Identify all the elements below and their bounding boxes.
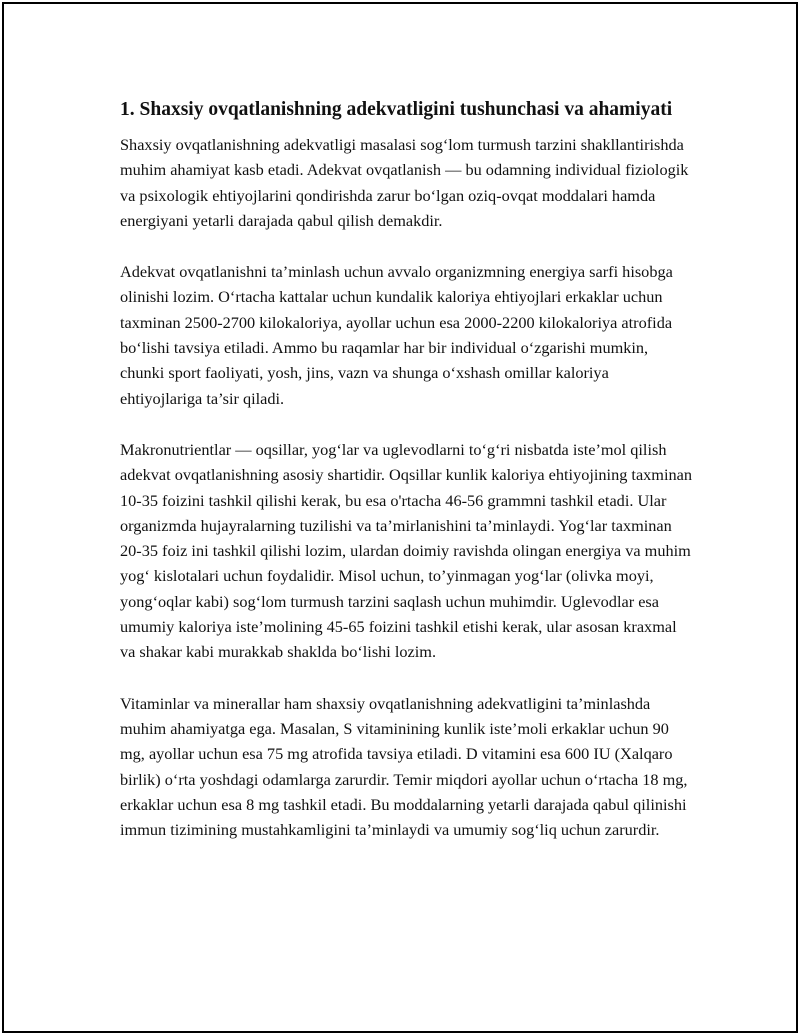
- paragraph-vitamins: Vitaminlar va minerallar ham shaxsiy ovqatlanishning adekvatligini ta’minlashda muhim ahamiyatga ega. Masalan, S vitaminining kunlik iste’moli erkaklar uchun 90 mg, ayollar uchun esa 75 mg atrofida tavsiya etiladi. D vitamini esa 600 IU (Xalqaro birlik) o‘rta yoshdagi odamlarga zarurdir. Temir miqdori ayollar uchun o‘rtacha 18 mg, erkaklar uchun esa 8 mg tashkil etadi. Bu moddalarning yetarli darajada qabul qilinishi immun tizimining mustahkamligini ta’minlaydi va umumiy sog‘liq uchun zarurdir.: [120, 693, 688, 840]
- paragraph-energy: Adekvat ovqatlanishni ta’minlash uchun avvalo organizmning energiya sarfi hisobga olinishi lozim. O‘rtacha kattalar uchun kundalik kaloriya ehtiyojlari erkaklar uchun taxminan 2500-2700 kilokaloriya, ayollar uchun esa 2000-2200 kilokaloriya atrofida bo‘lishi tavsiya etiladi. Ammo bu raqamlar har bir individual o‘zgarishi mumkin, chunki sport faoliyati, yosh, jins, vazn va shunga o‘xshash omillar kaloriya ehtiyojlariga ta’sir qiladi.: [120, 262, 673, 408]
- section-heading: 1. Shaxsiy ovqatlanishning adekvatligini tushunchasi va ahamiyati: [120, 99, 673, 120]
- paragraph-macronutrients: Makronutrientlar — oqsillar, yog‘lar va uglevodlarni to‘g‘ri nisbatda iste’mol qilish adekvat ovqatlanishning asosiy shartidir. Oqsillar kunlik kaloriya ehtiyojining taxminan 10-35 foizini tashkil qilishi kerak, bu esa o'rtacha 46-56 grammni tashkil etadi. Ular organizmda hujayralarning tuzilishi va ta’mirlanishini ta’minlaydi. Yog‘lar taxminan 20-35 foiz ini tashkil qilishi lozim, ulardan doimiy ravishda olingan energiya va muhim yog‘ kislotalari uchun foydalidir. Misol uchun, to’yinmagan yog‘lar (olivka moyi, yong‘oqlar kabi) sog‘lom turmush tarzini saqlash uchun muhimdir. Uglevodlar esa umumiy kaloriya iste’molining 45-65 foizini tashkil etishi kerak, ular asosan kraxmal va shakar kabi murakkab shaklda bo‘lishi lozim.: [120, 439, 693, 662]
- document-body: [120, 97, 694, 868]
- document-page: [2, 2, 798, 1033]
- paragraph-intro: Shaxsiy ovqatlanishning adekvatligi masalasi sog‘lom turmush tarzini shakllantirishda muhim ahamiyat kasb etadi. Adekvat ovqatlanish — bu odamning individual fiziologik va psixologik ehtiyojlarini qondirishda zarur bo‘lgan oziq-ovqat moddalari hamda energiyani yetarli darajada qabul qilish demakdir.: [120, 135, 689, 230]
